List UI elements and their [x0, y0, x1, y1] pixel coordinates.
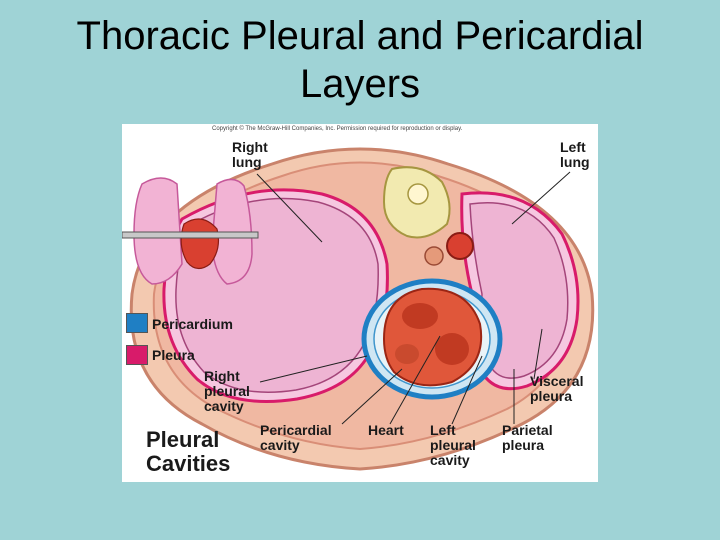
heart-chamber-2	[435, 333, 469, 365]
slide-title	[0, 12, 720, 108]
section-plane-bar	[122, 232, 258, 238]
label-right-lung	[232, 140, 268, 170]
legend-pleura-label: Pleura	[152, 347, 195, 363]
label-pericardial-cavity-line1: Pericardial	[260, 422, 332, 438]
label-right-lung-line1: Right	[232, 139, 268, 155]
label-visceral-pleura-line2: pleura	[530, 388, 573, 404]
heart-chamber-1	[402, 303, 438, 329]
label-left-pleural-cavity-line3: cavity	[430, 452, 470, 468]
label-left-pleural-cavity-line1: Left	[430, 422, 456, 438]
spinal-canal	[408, 184, 428, 204]
label-right-pleural-cavity-line2: pleural	[204, 383, 250, 399]
heart-chamber-3	[395, 344, 419, 364]
legend-pleura-swatch	[126, 345, 148, 365]
legend-pericardium-swatch	[126, 313, 148, 333]
thumbnail-right-lung	[134, 178, 182, 284]
slide-title-line2: Layers	[299, 62, 421, 106]
label-right-pleural-cavity-line3: cavity	[204, 398, 244, 414]
label-pericardial-cavity	[260, 423, 332, 453]
label-left-lung-line1: Left	[560, 139, 586, 155]
label-parietal-pleura-line2: pleura	[502, 437, 545, 453]
figure-caption-line1: Pleural	[146, 427, 220, 452]
label-parietal-pleura	[502, 423, 553, 453]
label-right-pleural-cavity	[204, 369, 250, 414]
label-pericardial-cavity-line2: cavity	[260, 437, 300, 453]
pleural-cavities-figure	[122, 124, 598, 482]
label-left-pleural-cavity-line2: pleural	[430, 437, 476, 453]
label-right-pleural-cavity-line1: Right	[204, 368, 240, 384]
slide-title-line1: Thoracic Pleural and Pericardial	[76, 14, 644, 58]
esophagus-shape	[425, 247, 443, 265]
heart-shape	[384, 289, 481, 386]
label-visceral-pleura	[530, 374, 583, 404]
label-parietal-pleura-line1: Parietal	[502, 422, 553, 438]
label-left-lung-line2: lung	[560, 154, 590, 170]
copyright-notice: Copyright © The McGraw-Hill Companies, Inc. Permission required for reproduction or display.	[212, 126, 463, 132]
label-left-pleural-cavity	[430, 423, 476, 468]
figure-caption	[146, 428, 230, 476]
legend-pericardium-label: Pericardium	[152, 316, 233, 332]
label-right-lung-line2: lung	[232, 154, 262, 170]
label-visceral-pleura-line1: Visceral	[530, 373, 584, 389]
label-heart: Heart	[368, 422, 404, 438]
aorta-shape	[447, 233, 473, 259]
label-left-lung	[560, 140, 590, 170]
figure-caption-line2: Cavities	[146, 451, 231, 476]
